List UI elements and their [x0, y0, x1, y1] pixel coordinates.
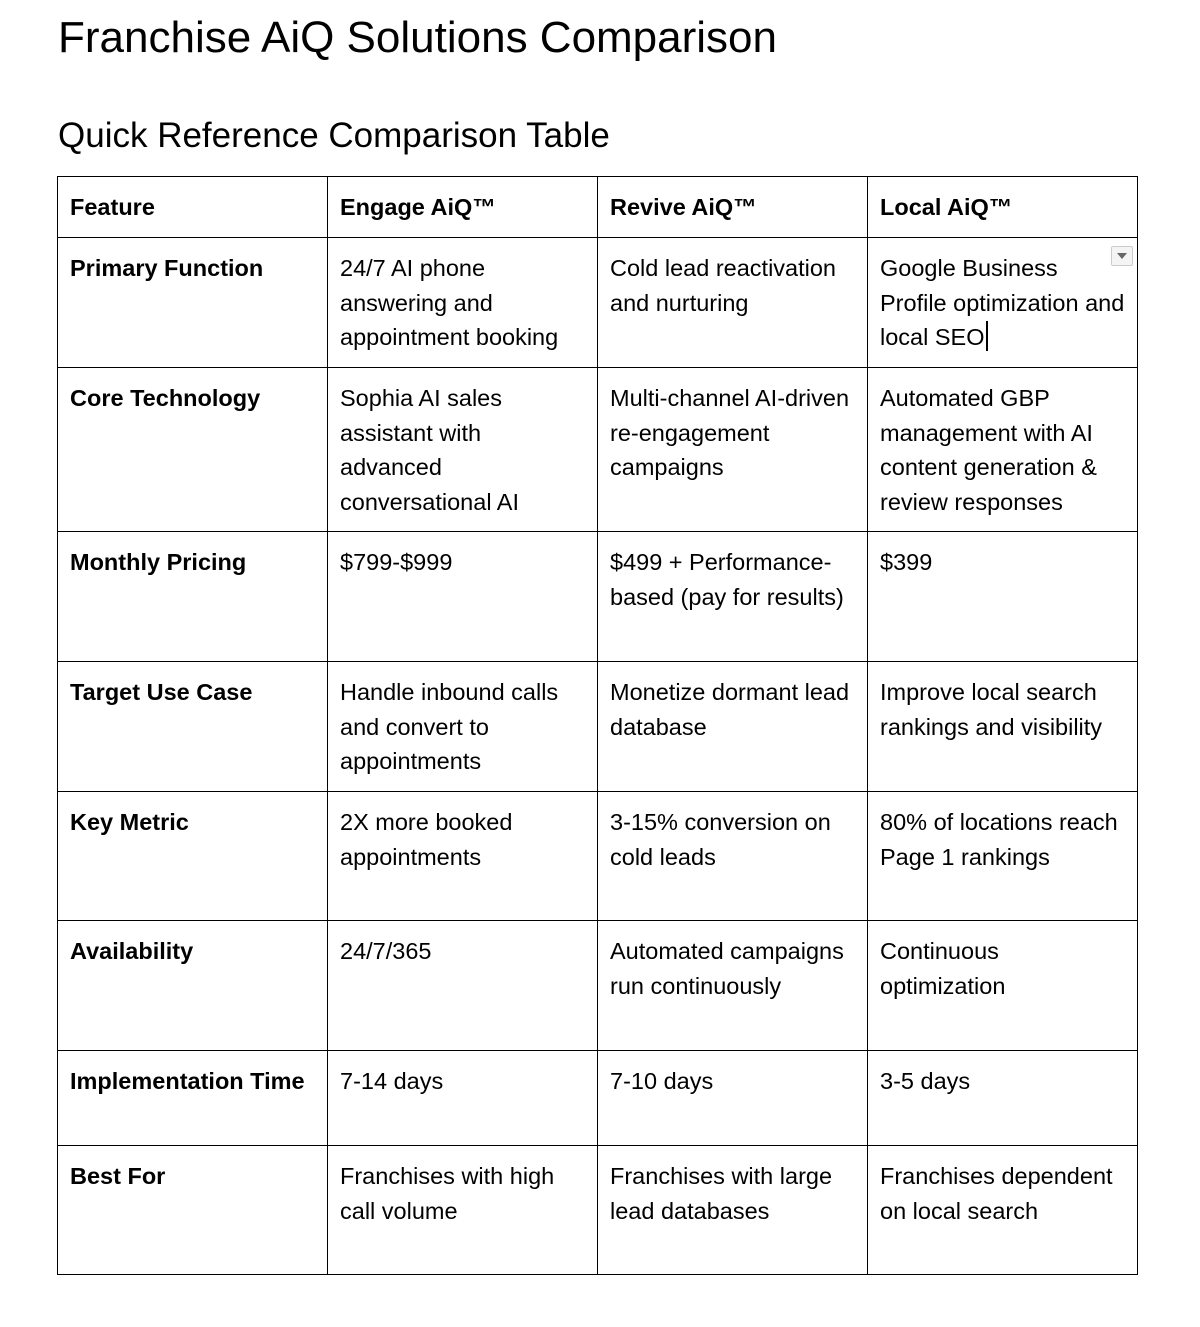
cell-text: 3-5 days	[880, 1068, 971, 1094]
table-row	[58, 662, 1138, 792]
feature-label-cell[interactable]	[58, 792, 328, 921]
cell-text: Availability	[70, 938, 194, 964]
table-cell[interactable]	[328, 792, 598, 921]
cell-text: Sophia AI sales assistant with advanced conversational AI	[340, 385, 519, 515]
table-cell[interactable]	[598, 921, 868, 1051]
table-cell[interactable]	[598, 792, 868, 921]
cell-text: 2X more booked appointments	[340, 809, 513, 870]
table-row	[58, 532, 1138, 662]
cell-text: 24/7 AI phone answering and appointment booking	[340, 255, 559, 351]
table-cell[interactable]	[598, 662, 868, 792]
table-cell[interactable]	[868, 1146, 1138, 1275]
cell-text: Implementation Time	[70, 1068, 305, 1094]
table-cell[interactable]	[328, 1146, 598, 1275]
header-cell[interactable]: Local AiQ™	[868, 177, 1138, 238]
cell-text: Target Use Case	[70, 679, 253, 705]
table-row	[58, 921, 1138, 1051]
feature-label-cell[interactable]	[58, 238, 328, 368]
cell-text: Automated GBP management with AI content generation & review responses	[880, 385, 1097, 515]
feature-label-cell[interactable]	[58, 662, 328, 792]
table-cell[interactable]	[598, 238, 868, 368]
feature-label-cell[interactable]	[58, 532, 328, 662]
table-cell[interactable]	[328, 368, 598, 532]
table-cell[interactable]	[598, 368, 868, 532]
cell-text: Monetize dormant lead database	[610, 679, 850, 740]
table-row	[58, 368, 1138, 532]
cell-text: Handle inbound calls and convert to appointments	[340, 679, 559, 775]
header-cell[interactable]: Engage AiQ™	[328, 177, 598, 238]
table-cell[interactable]	[328, 1051, 598, 1146]
cell-text: Google Business Profile optimization and local SEO	[880, 255, 1125, 351]
cell-text: 3-15% conversion on cold leads	[610, 809, 831, 870]
cell-text: Cold lead reactivation and nurturing	[610, 255, 836, 316]
cell-text: Franchises dependent on local search	[880, 1163, 1113, 1224]
table-cell[interactable]	[868, 662, 1138, 792]
cell-text: Core Technology	[70, 385, 261, 411]
table-cell[interactable]	[328, 662, 598, 792]
table-cell[interactable]	[868, 1051, 1138, 1146]
cell-text: Continuous optimization	[880, 938, 1006, 999]
table-cell[interactable]	[598, 532, 868, 662]
feature-label-cell[interactable]	[58, 921, 328, 1051]
header-cell[interactable]: Revive AiQ™	[598, 177, 868, 238]
table-cell[interactable]	[868, 532, 1138, 662]
cell-text: $799-$999	[340, 549, 453, 575]
table-cell[interactable]	[328, 921, 598, 1051]
feature-label-cell[interactable]	[58, 1146, 328, 1275]
cell-text: 7-10 days	[610, 1068, 714, 1094]
table-cell[interactable]	[598, 1051, 868, 1146]
header-cell[interactable]: Feature	[58, 177, 328, 238]
table-cell[interactable]	[868, 368, 1138, 532]
cell-text: Key Metric	[70, 809, 189, 835]
cell-text: 7-14 days	[340, 1068, 444, 1094]
cell-text: $499 + Performance-based (pay for results)	[610, 549, 844, 610]
cell-text: Improve local search rankings and visibility	[880, 679, 1103, 740]
table-cell[interactable]	[598, 1146, 868, 1275]
section-heading: Quick Reference Comparison Table	[58, 116, 610, 155]
cell-dropdown-icon[interactable]	[1111, 246, 1133, 266]
table-row	[58, 1051, 1138, 1146]
cell-text: Primary Function	[70, 255, 264, 281]
table-row	[58, 238, 1138, 368]
cell-text: 80% of locations reach Page 1 rankings	[880, 809, 1118, 870]
table-cell[interactable]	[868, 238, 1138, 368]
table-header-row	[58, 177, 1138, 238]
cell-text: Franchises with large lead databases	[610, 1163, 833, 1224]
comparison-table	[57, 176, 1138, 1275]
text-cursor	[986, 321, 988, 351]
cell-text: Franchises with high call volume	[340, 1163, 555, 1224]
cell-text: 24/7/365	[340, 938, 432, 964]
cell-text: Best For	[70, 1163, 166, 1189]
cell-text: Monthly Pricing	[70, 549, 247, 575]
table-row	[58, 1146, 1138, 1275]
table-cell[interactable]	[868, 921, 1138, 1051]
table-cell[interactable]	[328, 532, 598, 662]
feature-label-cell[interactable]	[58, 1051, 328, 1146]
table-cell[interactable]	[868, 792, 1138, 921]
table-cell[interactable]	[328, 238, 598, 368]
cell-text: Automated campaigns run continuously	[610, 938, 844, 999]
cell-text: $399	[880, 549, 933, 575]
cell-text: Multi-channel AI-driven re-engagement campaigns	[610, 385, 850, 481]
table-row	[58, 792, 1138, 921]
feature-label-cell[interactable]	[58, 368, 328, 532]
document-title: Franchise AiQ Solutions Comparison	[58, 13, 777, 62]
